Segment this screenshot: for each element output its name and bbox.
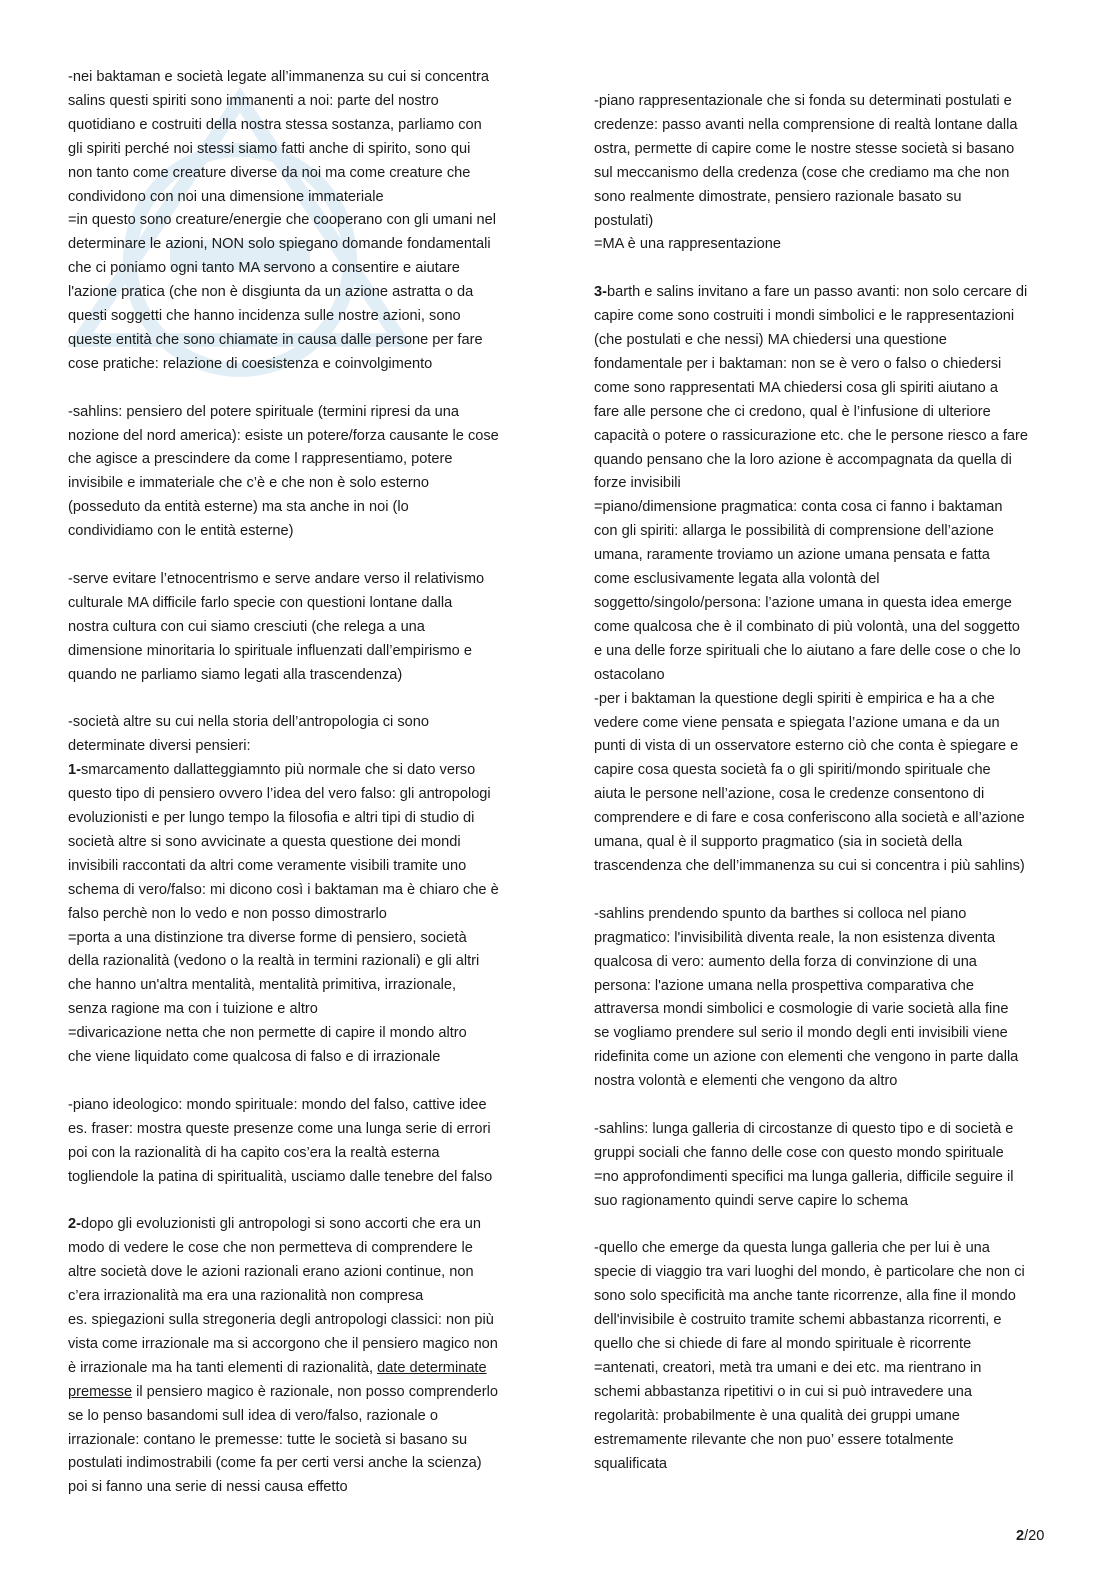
paragraph-representational-plane: -piano rappresentazionale che si fonda su determinati postulati e credenze: passo avanti nella comprensione di realtà lontane dalla ostra, permette di capire come le nostre stesse società si basano sul meccanismo della credenza (cose che crediamo ma che non sono realmente dimostrate, pensiero razionale basato su postulati) =MA è una rappresentazione: [594, 93, 1018, 253]
paragraph-text: dopo gli evoluzionisti gli antropologi si sono accorti che era un modo di vedere le cose che non permetteva di comprendere le altre società dove le azioni razionali erano azioni continue, non c’era irrazionalità ma era una razionalità non compresa es. spiegazioni sulla stregoneria degli antropologi classici: non più vista come irrazionale ma si accorgono che il pensiero magico non è irrazionale ma ha tanti elementi di razionalità,: [68, 1216, 498, 1376]
section-number: 2-: [68, 1216, 81, 1233]
paragraph-text: smarcamento dallatteggiamnto più normale che si dato verso questo tipo di pensiero ovvero l’idea del vero falso: gli antropologi evoluzionisti e per lungo tempo la filosofia e altri tipi di studio di società altre si sono avvicinate a questa questione dei mondi invisibili raccontati da altri come veramente visibili tramite uno schema di vero/falso: mi dicono così i baktaman ma è chiaro che è falso perchè non lo vedo e non posso dimostrarlo =porta a una distinzione tra diverse forme di pensiero, società della razionalità (vedono o la realtà in termini razionali) e gli altri che hanno un'altra mentalità, mentalità primitiva, irrazionale, senza ragione ma con i tuizione e altro =divaricazione netta che non permette di capire il mondo altro che viene liquidato come qualcosa di falso e di irrazionale: [68, 762, 499, 1066]
paragraph-sahlins-gallery: -sahlins: lunga galleria di circostanze di questo tipo e di società e gruppi sociali che fanno delle cose con questo mondo spirituale =no approfondimenti specifici ma lunga galleria, difficile seguire il suo ragionamento quindi serve capire lo schema: [594, 1120, 1014, 1209]
paragraph-sahlins-spiritual-power: -sahlins: pensiero del potere spirituale (termini ripresi da una nozione del nord america): esiste un potere/forza causante le cose che agisce a prescindere da come l rappresentiamo, potere invisibile e immateriale che c’è e che non è solo esterno (posseduto da entità esterne) ma sta anche in noi (lo condividiamo con le entità esterne): [68, 403, 499, 540]
paragraph-text: barth e salins invitano a fare un passo avanti: non solo cercare di capire come sono costruiti i mondi simbolici e le rappresentazioni (che postulati e che nessi) MA chiedersi una questione fondamentale per i baktaman: non se è vero o falso o chiedersi come sono rappresentati MA chiedersi cosa gli spiriti aiutano a fare alle persone che ci credono, qual è l’infusione di ulteriore capacità o potere o rassicurazione etc. che le persone riesco a fare quando pensano che la loro azione è accompagnata da quella di forze invisibili =piano/dimensione pragmatica: conta cosa ci fanno i baktaman con gli spiriti: allarga le possibilità di comprensione dell’azione umana, raramente troviamo un azione umana pensata e fatta come esclusivamente legata alla volontà del soggetto/singolo/persona: l’azione umana in questa idea emerge come qualcosa che è il combinato di più volontà, una del soggetto e una delle forze spirituali che lo aiutano a fare delle cose o che lo ostacolano -per i baktaman la questione degli spiriti è empirica e ha a che vedere come viene pensata e spiegata l’azione umana e da un punti di vista di un osservatore esterno ciò che conta è spiegare e capire cosa questa società fa o gli spiriti/mondo spirituale che aiuta le persone nell’azione, cosa le credenze consentono di comprendere e di fare e cosa conferiscono alla società e all’azione umana, qual è il supporto pragmatico (sia in società della trascendenza che dell’immanenza su cui si concentra i più sahlins): [594, 284, 1029, 874]
section-number: 3-: [594, 284, 607, 301]
paragraph-immanence: -nei baktaman e società legate all’immanenza su cui si concentra salins questi spiriti sono immanenti a noi: parte del nostro quotidiano e costruiti della nostra stessa sostanza, parliamo con gli spiriti perché noi stessi siamo fatti anche di spirito, sono qui non tanto come creature diverse da noi ma come creature che condividono con noi una dimensione immateriale =in questo sono creature/energie che cooperano con gli umani nel determinare le azioni, NON solo spiegano domande fondamentali che ci poniamo ogni tanto MA servono a consentire e aiutare l'azione pratica (che non è disgiunta da un azione astratta o da questi soggetti che hanno incidenza sulle nostre azioni, sono queste entità che sono chiamate in causa dalle persone per fare cose pratiche: relazione di coesistenza e coinvolgimento: [68, 69, 496, 372]
paragraph-text: il pensiero magico è razionale, non posso comprenderlo se lo penso basandomi sull idea di vero/falso, razionale o irrazionale: contano le premesse: tutte le società si basano su postulati indimostrabili (come fa per certi versi anche la scienza) poi si fanno una serie di nessi causa effetto: [68, 1383, 498, 1496]
page-current: 2: [1016, 1528, 1025, 1544]
paragraph-recurrences: -quello che emerge da questa lunga galleria che per lui è una specie di viaggio tra vari luoghi del mondo, è particolare che non ci sono solo specificità ma anche tante ricorrenze, alla fine il mondo dell'invisibile è costruito tramite schemi abbastanza ricorrenti, e quello che si chiede di fare al mondo spirituale è ricorrente =antenati, creatori, metà tra umani e dei etc. ma rientrano in schemi abbastanza ripetitivi o in cui si può intravedere una regolarità: probabilmente è una qualità dei gruppi umane estremamente rilevante che non puo’ essere totalmente squalificata: [594, 1240, 1025, 1472]
right-column: [594, 90, 1050, 1477]
page-total: /20: [1024, 1528, 1045, 1544]
underlined-phrase: date determinate premesse: [68, 1359, 487, 1400]
left-column: [68, 66, 528, 1500]
section-number: 1-: [68, 762, 81, 779]
paragraph-text: -società altre su cui nella storia dell’antropologia ci sono determinate diversi pensieri:: [68, 714, 429, 755]
paragraph-sahlins-barthes: -sahlins prendendo spunto da barthes si colloca nel piano pragmatico: l'invisibilità diventa reale, la non esistenza diventa qualcosa di vero: aumento della forza di convinzione di una persona: l'azione umana nella prospettiva comparativa che attraversa mondi simbolici e cosmologie di varie società alla fine se vogliamo prendere sul serio il mondo degli enti invisibili viene ridefinita come un azione con elementi che vengono in parte dalla nostra volontà e elementi che vengono da altro: [594, 905, 1019, 1090]
paragraph-other-societies: [68, 711, 528, 1070]
paragraph-after-evolutionists: [68, 1213, 528, 1500]
paragraph-ethnocentrism: -serve evitare l’etnocentrismo e serve andare verso il relativismo culturale MA difficile farlo specie con questioni lontane dalla nostra cultura con cui siamo cresciuti (che relega a una dimensione minoritaria lo spirituale influenzati dall’empirismo e quando ne parliamo siamo legati alla trascendenza): [68, 571, 485, 683]
page-number: [1016, 1528, 1044, 1544]
paragraph-pragmatic-plane: [594, 281, 1050, 879]
paragraph-ideological-plane: -piano ideologico: mondo spirituale: mondo del falso, cattive idee es. fraser: mostra queste presenze come una lunga serie di errori poi con la razionalità di ha capito cos’era la realtà esterna togliendole la patina di spiritualità, usciamo dalle tenebre del falso: [68, 1096, 493, 1185]
